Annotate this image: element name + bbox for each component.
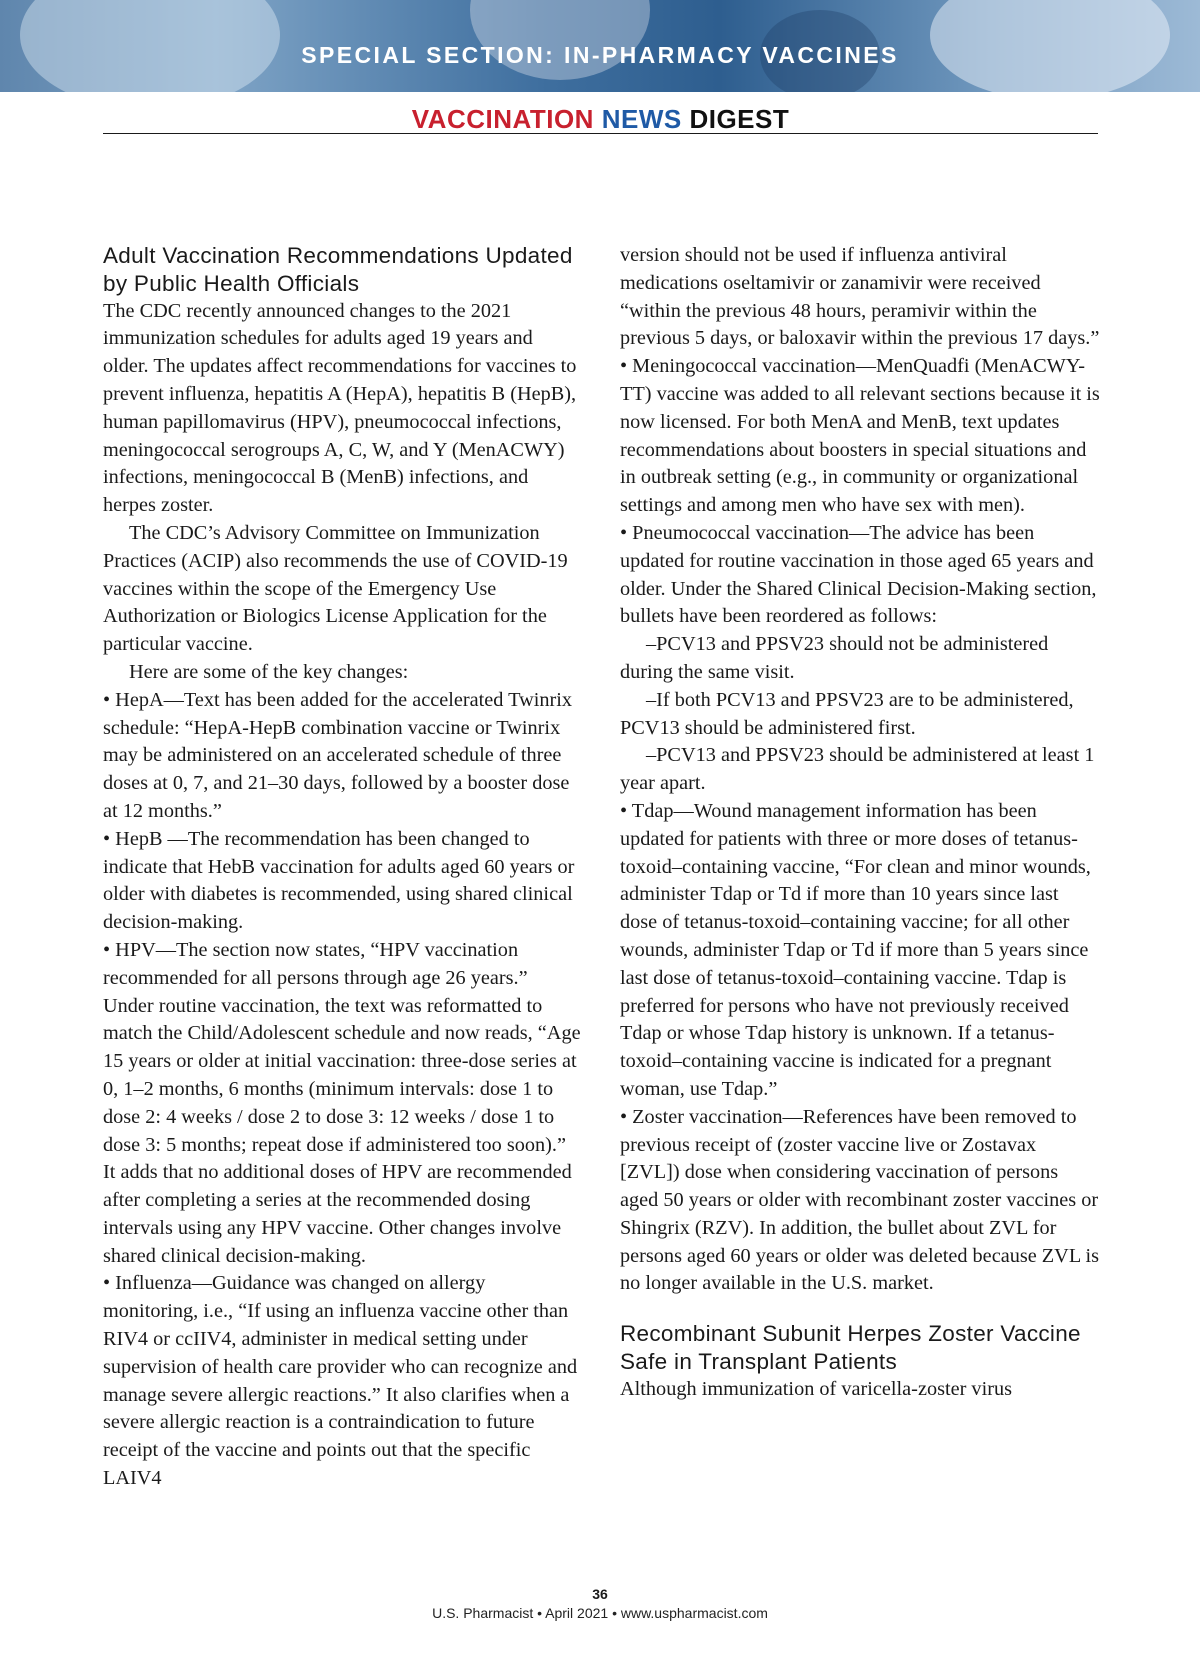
publication-info: U.S. Pharmacist • April 2021 • www.uspharmacist.com [432,1605,768,1621]
masthead-news: NEWS [601,104,682,134]
article-paragraph: The CDC’s Advisory Committee on Immunization Practices (ACIP) also recommends the use of COVID-19 vaccines within the scope of the Emergency Use Authorization or Biologics License Application for the particular vaccine. [103,521,568,656]
bullet-zoster: • Zoster vaccination—References have been removed to previous receipt of (zoster vaccine live or Zostavax [ZVL]) dose when considering vaccination of persons aged 50 years or older with recombinant zoster vaccines or Shingrix (RZV). In addition, the bullet about ZVL for persons aged 60 years or older was deleted because ZVL is no longer available in the U.S. market. [620,1105,1100,1295]
masthead [103,104,1098,134]
article-heading-2: Recombinant Subunit Herpes Zoster Vaccine Safe in Transplant Patients [620,1321,1081,1375]
sub-bullet: –If both PCV13 and PPSV23 are to be administered, PCV13 should be administered first. [620,688,1074,739]
left-column [103,242,581,1493]
right-column [620,242,1100,1404]
article-paragraph: version should not be used if influenza antiviral medications oseltamivir or zanamivir were received “within the previous 48 hours, peramivir within the previous 5 days, or baloxavir within the previous 17 days.” [620,244,1100,350]
sub-bullet: –PCV13 and PPSV23 should not be administered during the same visit. [620,633,1049,683]
bullet-hpv: • HPV—The section now states, “HPV vaccination recommended for all persons through age 26 years.” Under routine vaccination, the text was reformatted to match the Child/Adolescent schedule and now reads, “Age 15 years or older at initial vaccination: three-dose series at 0, 1–2 months, 6 months (minimum intervals: dose 1 to dose 2: 4 weeks / dose 2 to dose 3: 12 weeks / dose 1 to dose 3: 5 months; repeat dose if administered too soon).” It adds that no additional doses of HPV are recommended after completing a series at the recommended dosing intervals using any HPV vaccine. Other changes involve shared clinical decision-making. [103,938,581,1267]
section-title: SPECIAL SECTION: IN-PHARMACY VACCINES [301,42,899,68]
section-banner [0,0,1200,92]
article-heading: Adult Vaccination Recommendations Updated by Public Health Officials [103,243,573,296]
article-paragraph: Although immunization of varicella-zoster virus [620,1377,1012,1400]
bullet-influenza: • Influenza—Guidance was changed on allergy monitoring, i.e., “If using an influenza vaccine other than RIV4 or ccIIV4, administer in medical setting under supervision of health care provider who can recognize and manage severe allergic reactions.” It also clarifies when a severe allergic reaction is a contraindication to future receipt of the vaccine and points out that the specific LAIV4 [103,1272,578,1490]
masthead-vaccination: VACCINATION [411,104,594,134]
masthead-digest: DIGEST [689,104,790,134]
bullet-pneumococcal: • Pneumococcal vaccination—The advice has been updated for routine vaccination in those aged 65 years and older. Under the Shared Clinical Decision-Making section, bullets have been reordered as follows: [620,521,1097,628]
page-number: 36 [592,1586,608,1602]
page-footer [0,1585,1200,1623]
bullet-tdap: • Tdap—Wound management information has been updated for patients with three or more doses of tetanus-toxoid–containing vaccine, “For clean and minor wounds, administer Tdap or Td if more than 10 years since last dose of tetanus-toxoid–containing vaccine; for all other wounds, administer Tdap or Td if more than 5 years since last dose of tetanus-toxoid–containing vaccine. Tdap is preferred for persons who have not previously received Tdap or whose Tdap history is unknown. If a tetanus-toxoid–containing vaccine is indicated for a pregnant woman, use Tdap.” [620,799,1091,1100]
bullet-hepb: • HepB —The recommendation has been changed to indicate that HebB vaccination for adults aged 60 years or older with diabetes is recommended, using shared clinical decision-making. [103,827,575,934]
sub-bullet: –PCV13 and PPSV23 should be administered at least 1 year apart. [620,744,1095,795]
bullet-hepa: • HepA—Text has been added for the accelerated Twinrix schedule: “HepA-HepB combination vaccine or Twinrix may be administered on an accelerated schedule of three doses at 0, 7, and 21–30 days, followed by a booster dose at 12 months.” [103,688,573,822]
article-paragraph: Here are some of the key changes: [129,660,409,683]
bullet-meningococcal: • Meningococcal vaccination—MenQuadfi (MenACWY-TT) vaccine was added to all relevant sections because it is now licensed. For both MenA and MenB, text updates recommendations about boosters in special situations and in outbreak setting (e.g., in community or organizational settings and among men who have sex with men). [620,355,1100,517]
article-paragraph: The CDC recently announced changes to the 2021 immunization schedules for adults aged 19 years and older. The updates affect recommendations for vaccines to prevent influenza, hepatitis A (HepA), hepatitis B (HepB), human papillomavirus (HPV), pneumococcal infections, meningococcal serogroups A, C, W, and Y (MenACWY) infections, meningococcal B (MenB) infections, and herpes zoster. [103,299,577,517]
